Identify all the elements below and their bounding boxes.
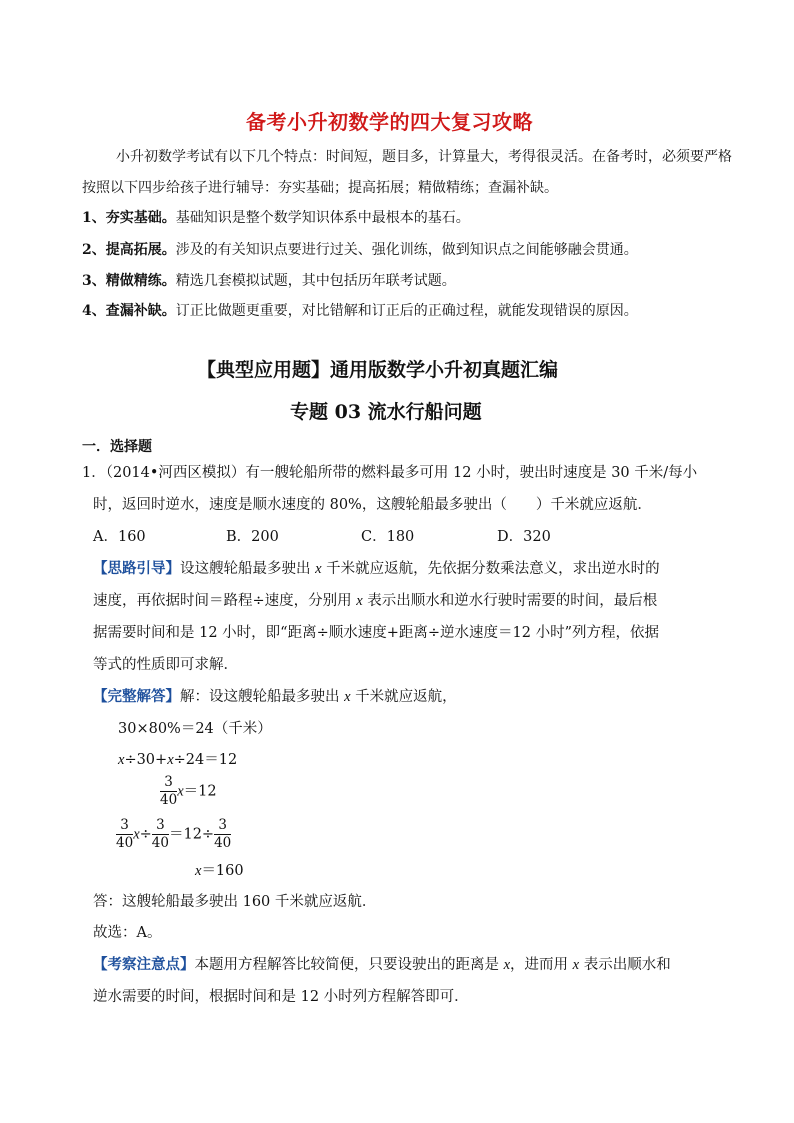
question-line-2: 时，返回时逆水，速度是顺水速度的 80%，这艘轮船最多驶出（ ）千米就应返航．: [93, 497, 652, 513]
point-1: [82, 207, 470, 227]
analysis-text: 速度，再依据时间＝路程÷速度，分别用: [93, 593, 357, 609]
option-b: B．200: [226, 529, 279, 545]
analysis-text: 设这艘轮船最多驶出: [180, 561, 316, 577]
variable-x: x: [195, 863, 202, 879]
heading-main: 【典型应用题】通用版数学小升初真题汇编: [197, 359, 559, 381]
point-text: 精选几套模拟试题，其中包括历年联考试题。: [175, 273, 456, 289]
analysis-line-1: [93, 554, 660, 584]
option-c: C．180: [361, 529, 415, 545]
solution-text: 千米就应返航，: [350, 689, 457, 705]
solution-step-1: 30×80%＝24（千米）: [118, 721, 272, 737]
note-line-2: 逆水需要的时间，根据时间和是 12 小时列方程解答即可．: [93, 989, 469, 1005]
note-text: 表示出顺水和: [579, 957, 671, 973]
point-4: [82, 300, 638, 320]
equation-part: ＝12÷: [168, 826, 215, 843]
note-text: ，进而用: [510, 957, 573, 973]
fraction: $\frac{3}{40}$: [116, 817, 134, 851]
equation-part: ＝12: [183, 783, 217, 800]
analysis-text: 表示出顺水和逆水行驶时需要的时间，最后根: [362, 593, 658, 609]
solution-intro: [93, 682, 457, 712]
fraction: $\frac{3}{40}$: [160, 774, 178, 808]
point-key: 夯实基础。: [105, 210, 176, 226]
point-key: 查漏补缺。: [105, 303, 176, 319]
variable-x: x: [118, 752, 125, 768]
solution-text: 解：设这艘轮船最多驶出: [180, 689, 345, 705]
variable-x: x: [572, 957, 580, 973]
section-title: 一．选择题: [82, 439, 152, 455]
solution-tag: 【完整解答】: [93, 688, 180, 705]
point-text: 基础知识是整个数学知识体系中最根本的基石。: [175, 210, 470, 226]
analysis-line-3: 据需要时间和是 12 小时，即“距离÷顺水速度+距离÷逆水速度＝12 小时”列方程，依据: [93, 625, 659, 641]
variable-x: x: [315, 561, 322, 577]
solution-step-4: [116, 817, 231, 852]
point-2: [82, 239, 638, 259]
variable-x: x: [177, 783, 184, 800]
point-key: 精做精练。: [105, 273, 176, 289]
note-tag: 【考察注意点】: [93, 956, 195, 973]
point-3: [82, 270, 456, 290]
question-line-1: 1．（2014•河西区模拟）有一艘轮船所带的燃料最多可用 12 小时，驶出时速度是 30 千米/每小: [82, 465, 698, 481]
intro-line-2: 按照以下四步给孩子进行辅导：夯实基础；提高拓展；精做精练；查漏补缺。: [82, 180, 558, 196]
analysis-text: 千米就应返航，先依据分数乘法意义，求出逆水时的: [321, 561, 660, 577]
variable-x: x: [133, 826, 140, 843]
note-line-1: [93, 950, 671, 980]
point-number: 4、: [82, 303, 106, 319]
heading-sub: 专题 03 流水行船问题: [290, 401, 482, 423]
equation-part: ÷: [139, 826, 152, 843]
point-key: 提高拓展。: [105, 242, 176, 258]
solution-answer: 答：这艘轮船最多驶出 160 千米就应返航．: [93, 894, 377, 910]
fraction: $\frac{3}{40}$: [214, 817, 232, 851]
point-text: 订正比做题更重要，对比错解和订正后的正确过程，就能发现错误的原因。: [175, 303, 638, 319]
variable-x: x: [503, 957, 511, 973]
equation-part: ＝160: [201, 863, 244, 879]
analysis-tag: 【思路引导】: [93, 560, 180, 577]
solution-choice: 故选：A。: [93, 925, 162, 941]
equation-part: ÷30+: [124, 752, 168, 768]
solution-step-3: [160, 774, 217, 809]
solution-step-2: [118, 745, 237, 775]
note-text: 本题用方程解答比较简便，只要设驶出的距离是: [194, 957, 504, 973]
option-d: D．320: [497, 529, 551, 545]
solution-step-5: [195, 856, 244, 886]
point-text: 涉及的有关知识点要进行过关、强化训练，做到知识点之间能够融会贯通。: [175, 242, 638, 258]
intro-line-1: 小升初数学考试有以下几个特点：时间短，题目多，计算量大，考得很灵活。在备考时，必须要严格: [116, 149, 732, 165]
page-title: 备考小升初数学的四大复习攻略: [246, 110, 533, 134]
variable-x: x: [344, 689, 351, 705]
point-number: 2、: [82, 242, 106, 258]
equation-part: ÷24＝12: [173, 752, 238, 768]
point-number: 3、: [82, 273, 106, 289]
variable-x: x: [356, 593, 363, 609]
analysis-line-2: [93, 586, 657, 616]
fraction: $\frac{3}{40}$: [151, 817, 169, 851]
analysis-line-4: 等式的性质即可求解．: [93, 657, 238, 673]
point-number: 1、: [82, 210, 106, 226]
option-a: A．160: [93, 529, 146, 545]
variable-x: x: [167, 752, 174, 768]
